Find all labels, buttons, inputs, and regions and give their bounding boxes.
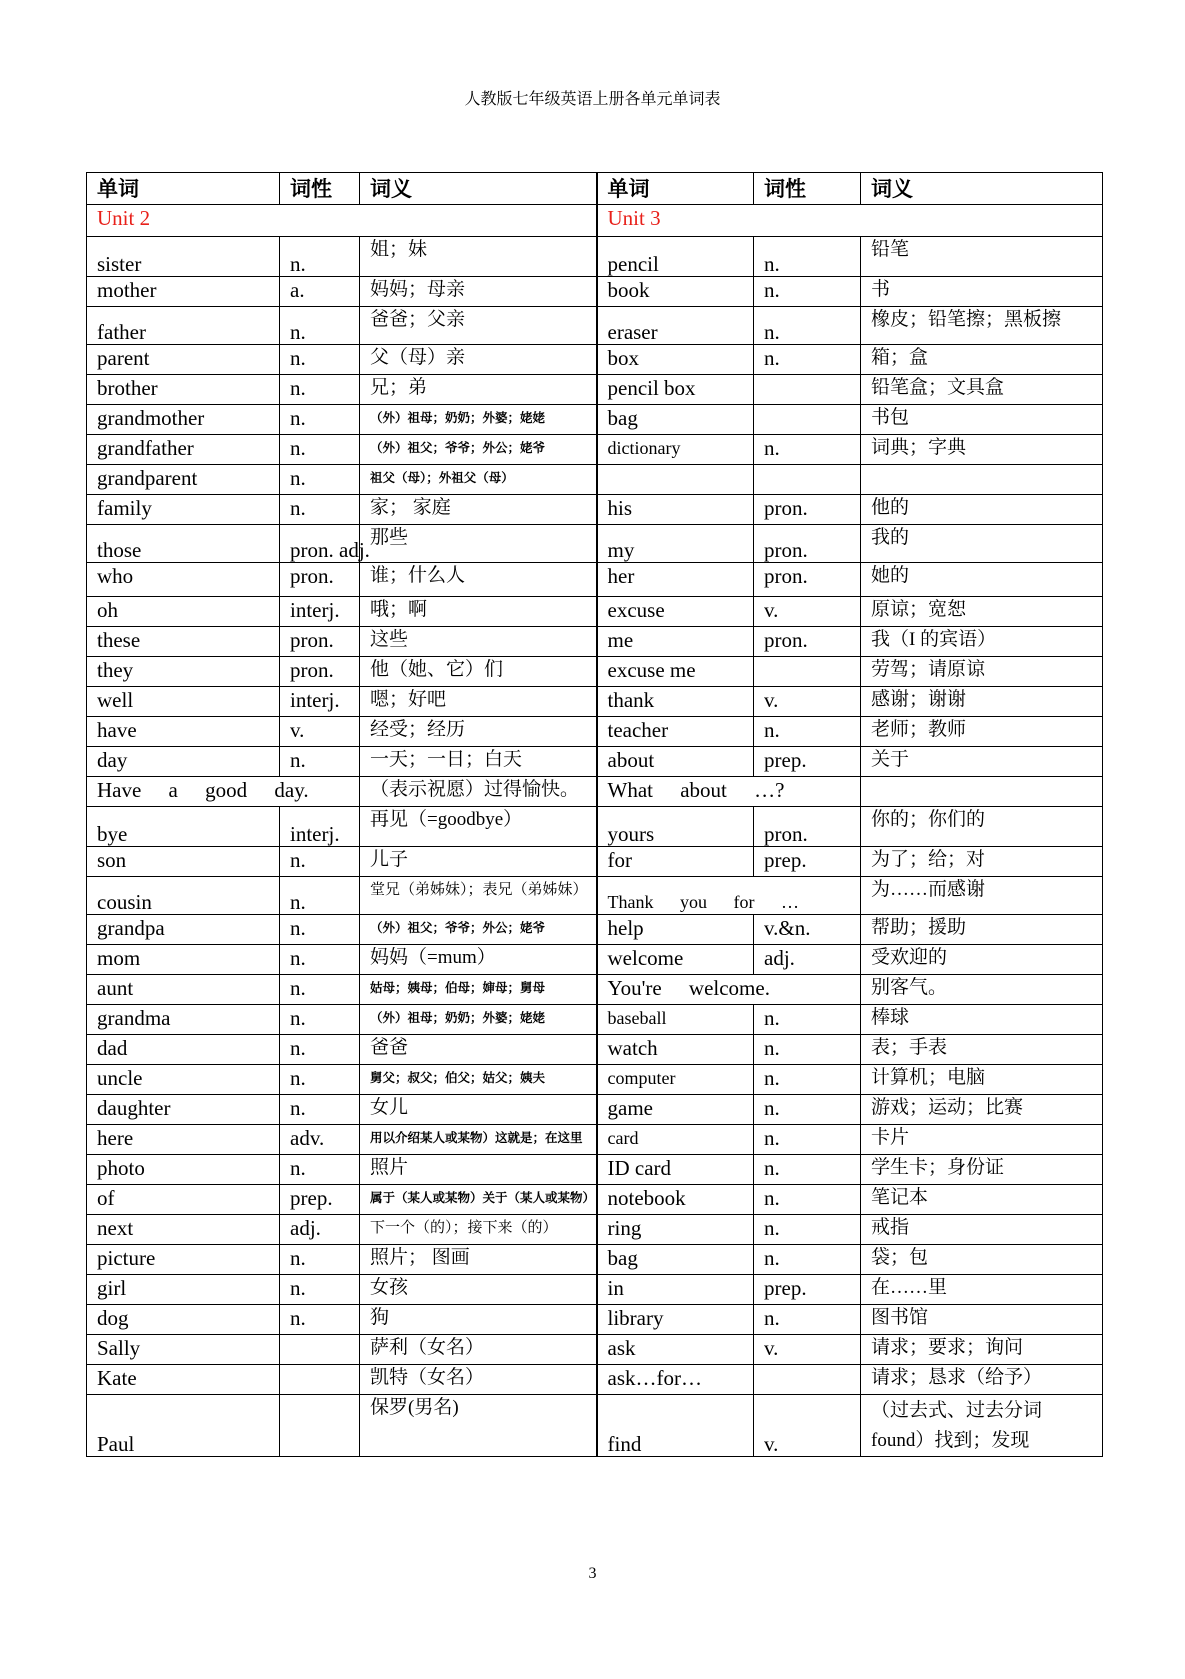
vocab-word: family xyxy=(87,495,280,525)
vocab-meaning: 经受；经历 xyxy=(360,717,597,747)
vocab-meaning: 照片； 图画 xyxy=(360,1245,597,1275)
vocab-word: have xyxy=(87,717,280,747)
vocab-word: What about …? xyxy=(597,777,861,807)
vocab-pos: n. xyxy=(754,1155,861,1185)
vocab-pos: n. xyxy=(280,495,360,525)
table-row xyxy=(87,1365,1103,1395)
vocab-word: help xyxy=(597,915,754,945)
vocab-word: bag xyxy=(597,405,754,435)
vocab-pos: interj. xyxy=(280,597,360,627)
vocab-meaning: 哦；啊 xyxy=(360,597,597,627)
vocab-word: yours xyxy=(597,807,754,847)
vocab-pos: pron. xyxy=(280,627,360,657)
vocab-pos: adj. xyxy=(280,1215,360,1245)
vocab-pos: n. xyxy=(280,847,360,877)
vocab-word: photo xyxy=(87,1155,280,1185)
vocab-pos: n. xyxy=(280,915,360,945)
vocab-meaning: 你的；你们的 xyxy=(861,807,1103,847)
table-row xyxy=(87,975,1103,1005)
vocab-pos: n. xyxy=(280,1275,360,1305)
vocab-meaning: （外）祖母；奶奶；外婆；姥姥 xyxy=(360,1005,597,1035)
vocab-word: next xyxy=(87,1215,280,1245)
vocab-word: baseball xyxy=(597,1005,754,1035)
vocab-word: computer xyxy=(597,1065,754,1095)
vocab-pos xyxy=(280,1335,360,1365)
vocab-pos xyxy=(280,1365,360,1395)
vocab-meaning: 这些 xyxy=(360,627,597,657)
vocab-word: my xyxy=(597,525,754,563)
vocab-word: pencil box xyxy=(597,375,754,405)
vocab-pos xyxy=(280,1395,360,1457)
vocab-meaning: 铅笔盒；文具盒 xyxy=(861,375,1103,405)
vocab-meaning: 父（母）亲 xyxy=(360,345,597,375)
vocab-pos: n. xyxy=(280,1155,360,1185)
vocab-pos: v. xyxy=(754,1335,861,1365)
vocab-meaning: 表；手表 xyxy=(861,1035,1103,1065)
table-row xyxy=(87,747,1103,777)
vocab-pos: n. xyxy=(280,405,360,435)
vocab-meaning: 儿子 xyxy=(360,847,597,877)
vocab-word xyxy=(597,465,754,495)
vocab-word: eraser xyxy=(597,307,754,345)
page-title: 人教版七年级英语上册各单元单词表 xyxy=(464,91,721,108)
vocab-word: girl xyxy=(87,1275,280,1305)
vocab-word: oh xyxy=(87,597,280,627)
vocab-pos: n. xyxy=(754,1185,861,1215)
vocab-word: her xyxy=(597,563,754,597)
vocab-pos: n. xyxy=(280,375,360,405)
vocab-pos: v. xyxy=(280,717,360,747)
table-row xyxy=(87,1065,1103,1095)
table-row xyxy=(87,1125,1103,1155)
vocab-meaning xyxy=(861,465,1103,495)
vocab-pos: n. xyxy=(754,345,861,375)
table-header-row xyxy=(87,173,1103,205)
vocab-pos: pron. xyxy=(754,495,861,525)
vocab-meaning: 袋；包 xyxy=(861,1245,1103,1275)
vocab-pos: pron. xyxy=(754,525,861,563)
vocab-word: me xyxy=(597,627,754,657)
vocab-word: bye xyxy=(87,807,280,847)
table-row xyxy=(87,405,1103,435)
vocab-pos: prep. xyxy=(754,747,861,777)
table-row xyxy=(87,877,1103,915)
vocab-word: his xyxy=(597,495,754,525)
vocab-word: ID card xyxy=(597,1155,754,1185)
table-row xyxy=(87,345,1103,375)
vocab-meaning: 女儿 xyxy=(360,1095,597,1125)
vocab-pos: n. xyxy=(280,877,360,915)
vocab-word: grandmother xyxy=(87,405,280,435)
vocab-pos: n. xyxy=(754,1215,861,1245)
vocab-meaning: 堂兄（弟姊妹）；表兄（弟姊妹） xyxy=(360,877,597,915)
vocab-pos: n. xyxy=(280,1035,360,1065)
vocab-meaning: 兄；弟 xyxy=(360,375,597,405)
vocab-pos: n. xyxy=(280,345,360,375)
vocab-meaning: 请求；要求；询问 xyxy=(861,1335,1103,1365)
vocab-meaning: 受欢迎的 xyxy=(861,945,1103,975)
vocab-meaning: 为……而感谢 xyxy=(861,877,1103,915)
vocab-word: grandpa xyxy=(87,915,280,945)
vocab-word: grandma xyxy=(87,1005,280,1035)
vocab-word: Sally xyxy=(87,1335,280,1365)
vocab-meaning: 女孩 xyxy=(360,1275,597,1305)
vocab-meaning: 橡皮；铅笔擦；黑板擦 xyxy=(861,307,1103,345)
vocab-word: day xyxy=(87,747,280,777)
vocab-pos: interj. xyxy=(280,687,360,717)
table-row xyxy=(87,375,1103,405)
vocab-meaning: 计算机；电脑 xyxy=(861,1065,1103,1095)
table-row xyxy=(87,1035,1103,1065)
vocab-word: who xyxy=(87,563,280,597)
vocab-pos: pron. xyxy=(280,657,360,687)
table-row xyxy=(87,563,1103,597)
vocab-word: in xyxy=(597,1275,754,1305)
vocab-meaning: 妈妈（=mum） xyxy=(360,945,597,975)
vocabulary-table-body xyxy=(87,173,1103,1457)
table-row xyxy=(87,435,1103,465)
vocab-pos: prep. xyxy=(754,847,861,877)
vocab-word: here xyxy=(87,1125,280,1155)
vocab-word: pencil xyxy=(597,237,754,277)
vocab-word: for xyxy=(597,847,754,877)
vocab-word: they xyxy=(87,657,280,687)
table-row xyxy=(87,495,1103,525)
vocab-word: ask…for… xyxy=(597,1365,754,1395)
header-meaning: 词义 xyxy=(360,173,597,205)
vocab-meaning: 笔记本 xyxy=(861,1185,1103,1215)
vocab-word: watch xyxy=(597,1035,754,1065)
vocab-word: box xyxy=(597,345,754,375)
vocab-pos: v. xyxy=(754,1395,861,1457)
vocab-meaning: 词典；字典 xyxy=(861,435,1103,465)
vocab-meaning: 劳驾；请原谅 xyxy=(861,657,1103,687)
vocab-pos: a. xyxy=(280,277,360,307)
vocab-pos: n. xyxy=(754,717,861,747)
table-row xyxy=(87,945,1103,975)
vocab-meaning: 祖父（母）；外祖父（母） xyxy=(360,465,597,495)
vocab-pos: n. xyxy=(280,975,360,1005)
table-row xyxy=(87,1155,1103,1185)
vocab-pos: prep. xyxy=(754,1275,861,1305)
vocab-word: picture xyxy=(87,1245,280,1275)
unit-label: Unit 2 xyxy=(87,205,597,237)
vocab-meaning: 别客气。 xyxy=(861,975,1103,1005)
vocab-pos: n. xyxy=(754,1095,861,1125)
vocab-word: brother xyxy=(87,375,280,405)
vocab-meaning: 我（I 的宾语） xyxy=(861,627,1103,657)
vocab-pos: interj. xyxy=(280,807,360,847)
vocab-pos: n. xyxy=(754,277,861,307)
vocab-meaning: 为了；给；对 xyxy=(861,847,1103,877)
vocab-meaning: 他（她、它）们 xyxy=(360,657,597,687)
vocab-word: bag xyxy=(597,1245,754,1275)
vocab-word: uncle xyxy=(87,1065,280,1095)
vocab-pos: v. xyxy=(754,597,861,627)
vocab-pos: n. xyxy=(280,465,360,495)
vocab-meaning: 凯特（女名） xyxy=(360,1365,597,1395)
vocab-meaning: 学生卡；身份证 xyxy=(861,1155,1103,1185)
vocab-word: father xyxy=(87,307,280,345)
vocab-word: grandparent xyxy=(87,465,280,495)
table-row xyxy=(87,237,1103,277)
vocab-meaning: 照片 xyxy=(360,1155,597,1185)
vocab-word: find xyxy=(597,1395,754,1457)
vocab-meaning: 爸爸 xyxy=(360,1035,597,1065)
vocab-word: game xyxy=(597,1095,754,1125)
table-row xyxy=(87,627,1103,657)
vocab-pos: pron. xyxy=(754,807,861,847)
vocab-meaning: 帮助；援助 xyxy=(861,915,1103,945)
vocab-pos: n. xyxy=(280,1095,360,1125)
vocab-word: Thank you for … xyxy=(597,877,861,915)
table-row xyxy=(87,307,1103,345)
table-row xyxy=(87,657,1103,687)
vocab-pos: n. xyxy=(754,1125,861,1155)
vocab-meaning: （表示祝愿）过得愉快。 xyxy=(360,777,597,807)
vocab-word: dad xyxy=(87,1035,280,1065)
vocab-meaning: 戒指 xyxy=(861,1215,1103,1245)
vocab-meaning: 嗯；好吧 xyxy=(360,687,597,717)
vocab-word: dictionary xyxy=(597,435,754,465)
vocab-word: sister xyxy=(87,237,280,277)
table-row xyxy=(87,525,1103,563)
table-row xyxy=(87,1305,1103,1335)
header-pos: 词性 xyxy=(754,173,861,205)
vocab-meaning: 关于 xyxy=(861,747,1103,777)
table-row xyxy=(87,717,1103,747)
vocab-meaning: 感谢；谢谢 xyxy=(861,687,1103,717)
vocab-word: library xyxy=(597,1305,754,1335)
vocab-word: mother xyxy=(87,277,280,307)
vocab-word: dog xyxy=(87,1305,280,1335)
table-row xyxy=(87,1335,1103,1365)
vocab-meaning: 再见（=goodbye） xyxy=(360,807,597,847)
vocab-meaning xyxy=(861,777,1103,807)
vocab-meaning: 她的 xyxy=(861,563,1103,597)
table-row xyxy=(87,777,1103,807)
vocab-meaning: （过去式、过去分词 found）找到；发现 xyxy=(861,1395,1103,1457)
vocab-meaning: 卡片 xyxy=(861,1125,1103,1155)
vocab-pos xyxy=(754,375,861,405)
vocab-meaning: 铅笔 xyxy=(861,237,1103,277)
table-row xyxy=(87,915,1103,945)
table-row xyxy=(87,1185,1103,1215)
vocab-word: ring xyxy=(597,1215,754,1245)
vocab-pos: n. xyxy=(280,1005,360,1035)
vocab-meaning: 姐；妹 xyxy=(360,237,597,277)
vocab-word: of xyxy=(87,1185,280,1215)
vocab-meaning: 原谅；宽恕 xyxy=(861,597,1103,627)
vocab-pos: n. xyxy=(280,1065,360,1095)
vocab-meaning: （外）祖父；爷爷；外公；姥爷 xyxy=(360,435,597,465)
vocab-meaning: 游戏；运动；比赛 xyxy=(861,1095,1103,1125)
vocab-word: aunt xyxy=(87,975,280,1005)
vocab-word: teacher xyxy=(597,717,754,747)
vocab-pos: n. xyxy=(754,1035,861,1065)
vocab-pos: n. xyxy=(280,945,360,975)
vocab-meaning: 在……里 xyxy=(861,1275,1103,1305)
vocab-meaning: 舅父；叔父；伯父；姑父；姨夫 xyxy=(360,1065,597,1095)
vocab-pos: n. xyxy=(280,1305,360,1335)
vocab-meaning: 书 xyxy=(861,277,1103,307)
table-row xyxy=(87,597,1103,627)
vocab-pos: n. xyxy=(754,1065,861,1095)
vocab-pos: n. xyxy=(754,1005,861,1035)
vocab-word: card xyxy=(597,1125,754,1155)
vocab-pos xyxy=(754,465,861,495)
vocab-meaning: 一天；一日；白天 xyxy=(360,747,597,777)
vocab-meaning: 棒球 xyxy=(861,1005,1103,1035)
table-row xyxy=(87,1275,1103,1305)
vocab-pos: n. xyxy=(754,1305,861,1335)
vocab-word: excuse xyxy=(597,597,754,627)
vocab-word: daughter xyxy=(87,1095,280,1125)
unit-row xyxy=(87,205,1103,237)
header-meaning: 词义 xyxy=(861,173,1103,205)
vocab-meaning: 狗 xyxy=(360,1305,597,1335)
vocab-meaning: 老师；教师 xyxy=(861,717,1103,747)
vocab-pos: v. xyxy=(754,687,861,717)
vocab-meaning: 姑母；姨母；伯母；婶母；舅母 xyxy=(360,975,597,1005)
table-row xyxy=(87,465,1103,495)
vocab-pos: n. xyxy=(280,747,360,777)
vocab-word: You're welcome. xyxy=(597,975,861,1005)
vocab-pos xyxy=(754,657,861,687)
vocab-word: Have a good day. xyxy=(87,777,360,807)
vocab-pos xyxy=(754,1365,861,1395)
vocab-meaning: 保罗(男名) xyxy=(360,1395,597,1457)
vocab-word: excuse me xyxy=(597,657,754,687)
vocab-meaning: 那些 xyxy=(360,525,597,563)
vocab-pos: n. xyxy=(280,1245,360,1275)
vocab-pos: n. xyxy=(754,1245,861,1275)
vocab-pos: adj. xyxy=(754,945,861,975)
vocab-pos: pron. xyxy=(280,563,360,597)
table-row xyxy=(87,687,1103,717)
vocab-pos: pron. xyxy=(754,563,861,597)
vocab-meaning: （外）祖母；奶奶；外婆；姥姥 xyxy=(360,405,597,435)
vocab-word: grandfather xyxy=(87,435,280,465)
vocab-word: mom xyxy=(87,945,280,975)
vocab-word: parent xyxy=(87,345,280,375)
table-row xyxy=(87,1395,1103,1457)
unit-label: Unit 3 xyxy=(597,205,1103,237)
vocab-meaning: 用以介绍某人或某物）这就是；在这里 xyxy=(360,1125,597,1155)
vocab-meaning: 图书馆 xyxy=(861,1305,1103,1335)
vocab-pos: pron. xyxy=(754,627,861,657)
table-row xyxy=(87,807,1103,847)
vocab-word: cousin xyxy=(87,877,280,915)
vocab-meaning: 我的 xyxy=(861,525,1103,563)
vocab-meaning: 请求；恳求（给予） xyxy=(861,1365,1103,1395)
vocab-meaning: 属于（某人或某物）关于（某人或某物） xyxy=(360,1185,597,1215)
vocab-word: these xyxy=(87,627,280,657)
vocab-meaning: 萨利（女名） xyxy=(360,1335,597,1365)
table-row xyxy=(87,847,1103,877)
table-row xyxy=(87,1215,1103,1245)
vocab-word: well xyxy=(87,687,280,717)
vocab-meaning: 箱；盒 xyxy=(861,345,1103,375)
vocab-meaning: 妈妈；母亲 xyxy=(360,277,597,307)
header-word: 单词 xyxy=(597,173,754,205)
vocab-word: ask xyxy=(597,1335,754,1365)
vocab-pos: n. xyxy=(754,237,861,277)
vocab-word: thank xyxy=(597,687,754,717)
vocab-word: Paul xyxy=(87,1395,280,1457)
vocab-meaning: 下一个（的）；接下来（的） xyxy=(360,1215,597,1245)
vocab-word: welcome xyxy=(597,945,754,975)
vocab-pos: n. xyxy=(280,237,360,277)
vocab-pos: pron. adj. xyxy=(280,525,360,563)
vocab-meaning: 爸爸；父亲 xyxy=(360,307,597,345)
vocab-word: book xyxy=(597,277,754,307)
table-row xyxy=(87,1005,1103,1035)
vocabulary-table xyxy=(86,172,1103,1457)
vocab-word: son xyxy=(87,847,280,877)
vocab-pos xyxy=(754,405,861,435)
vocab-pos: prep. xyxy=(280,1185,360,1215)
header-pos: 词性 xyxy=(280,173,360,205)
vocab-meaning: 谁；什么人 xyxy=(360,563,597,597)
vocab-pos: v.&n. xyxy=(754,915,861,945)
vocab-word: about xyxy=(597,747,754,777)
table-row xyxy=(87,1245,1103,1275)
vocab-word: Kate xyxy=(87,1365,280,1395)
vocab-meaning: 书包 xyxy=(861,405,1103,435)
vocab-word: notebook xyxy=(597,1185,754,1215)
vocab-pos: n. xyxy=(280,435,360,465)
vocab-meaning: 他的 xyxy=(861,495,1103,525)
vocab-pos: n. xyxy=(280,307,360,345)
vocab-pos: n. xyxy=(754,307,861,345)
vocab-meaning: （外）祖父；爷爷；外公；姥爷 xyxy=(360,915,597,945)
vocab-pos: n. xyxy=(754,435,861,465)
page-number: 3 xyxy=(588,1565,597,1582)
vocab-word: those xyxy=(87,525,280,563)
vocab-meaning: 家； 家庭 xyxy=(360,495,597,525)
vocab-pos: adv. xyxy=(280,1125,360,1155)
header-word: 单词 xyxy=(87,173,280,205)
table-row xyxy=(87,1095,1103,1125)
table-row xyxy=(87,277,1103,307)
